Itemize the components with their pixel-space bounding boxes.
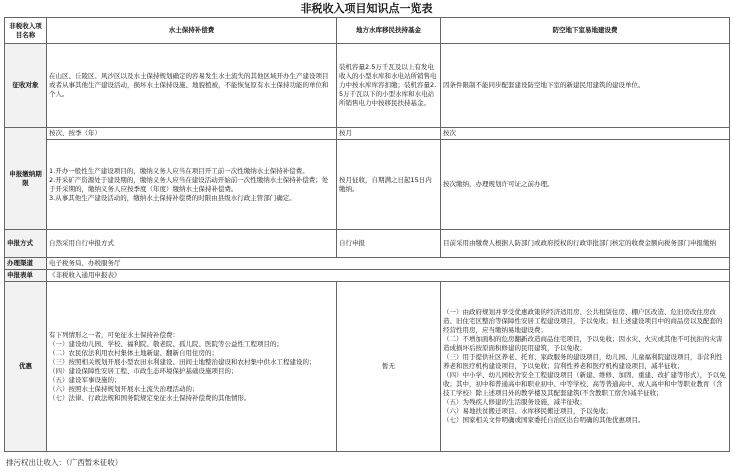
cell-collection-target-col3: 因条件限制不能同步配套建设防空地下室的新建民用建筑的建设单位。 [441,44,730,128]
preferential-line-3: （二）农民依法利用农村集体土地新建、翻新自用住房的； [49,348,218,357]
preferential-col3-line-1: （一）由政府规划并享受优惠政策的经济适用房、公共租赁住房、棚户区改造、危旧房改住房改造、旧住宅区整治等保障性安居工程建设项目，予以免收；但上述建设项目中的商品房以及配套的经营性用房，应当缴纳易地建设费； [443,308,723,334]
preferential-line-7: （六）按照水土保持规划开展水土流失治理活动的； [49,384,199,393]
declare-period-line-1: 1.开办一般性生产建设项目的，缴纳义务人应当在项目开工前一次性缴纳水土保持补偿费。 [49,166,309,175]
declare-period-line-3: 3.从事其他生产建设活动的，缴纳水土保持补偿费的时限由县级水行政主管部门确定。 [49,193,296,202]
preferential-line-2: （一）建设幼儿园、学校、福利院、敬老院、孤儿院、医院等公益性工程项目的； [49,339,283,348]
preferential-line-1: 有下列情形之一者，可免征水土保持补偿费： [49,330,179,339]
cell-channel: 电子税务局、办税服务厅 [47,258,730,270]
preferential-line-8: （七）法律、行政法规和国务院规定免征水土保持补偿费的其他情形。 [49,393,251,402]
preferential-col3-line-2: （二）不增加面积的危房翻新改造商品住宅项目，予以免收；因水灾、火灾或其他不可抗拒的灾害造成损坏后按原面积修建的民用建筑，予以免收； [443,335,723,352]
header-col1: 水土保持补偿费 [47,18,337,44]
preferential-line-5: （四）建设保障性安居工程、市政生态环境保护基础设施项目的； [49,366,238,375]
row-declare-period-top [5,128,730,140]
cell-declare-period-col2-top: 按月 [337,128,441,140]
preferential-col3-line-6: （六）易地扶贫搬迁项目、水库移民搬迁项目，予以免收； [443,407,612,415]
cell-declare-period-col3-top: 按次 [441,128,730,140]
cell-preferential-col1 [47,282,337,452]
row-label-collection-target: 征收对象 [5,44,47,128]
row-label-declare-method: 申报方式 [5,230,47,258]
cell-collection-target-col1: 在山区、丘陵区、风沙区以及水土保持规划确定的容易发生水土流失的其他区域开办生产建设项目或者从事其他生产建设活动，损坏水土保持设施、地貌植被，不能恢复原有水土保持功能的单位和个人。 [47,44,337,128]
cell-preferential-col2: 暂无 [337,282,441,452]
preferential-line-6: （五）建设军事设施的； [49,375,121,384]
row-declare-method [5,230,730,258]
preferential-col3-line-4: （四）中小学、幼儿园校舍安全工程建设项目（新建、维修、加固、重建、改扩建等形式），予以免收；其中，初中和普通高中和职业初中、中等学校、高等普通高中、成人高中和中等职业教育（含技工学校）除上述项目外的教学楼及其配套建筑(不含教职工宿舍)减半征收； [443,371,726,397]
knowledge-table [4,17,730,452]
preferential-col3-line-3: （三）用于提供社区养老、托育、家政服务的建设项目，幼儿园、儿童福利院建设项目，非营利性养老和医疗机构建设项目，予以免收；营利性养老和医疗机构建设项目，减半征收； [443,353,723,370]
cell-declare-period-col1-top: 按次、按季（年） [47,128,337,140]
cell-declare-method-col3: 目前采用由缴费人根据人防部门或政府授权的行政审批部门核定的收费金额向税务部门申报缴纳 [441,230,730,258]
row-preferential [5,282,730,452]
footer-note: 排污权出让收入：（广西暂未征收） [6,458,123,467]
row-collection-target [5,44,730,128]
row-label-declare-period: 申报缴纳期限 [5,128,47,230]
cell-declare-method-col1: 自然采用自行申报方式 [47,230,337,258]
header-col2: 地方水库移民扶持基金 [337,18,441,44]
cell-declare-method-col2: 自行申报 [337,230,441,258]
cell-declare-period-col3: 按次缴纳，办理规划许可证之前办理。 [441,140,730,230]
cell-collection-target-col2: 装机容量2.5万千瓦及以上有发电收入的小型水库和水电站所销售电力中按水库库容扣缴；装机容量2.5万千瓦以下的小型水库和水电站所销售电力中按移民扶持基金。 [337,44,441,128]
row-label-preferential: 优惠 [5,282,47,452]
declare-period-line-2: 2.开采矿产资源处于建设期的，缴纳义务人应当在建设活动开始前一次性缴纳水土保持补偿费；处于开采期的，缴纳义务人应按季度（年度）缴纳水土保持补偿费。 [49,175,329,193]
header-row [5,18,730,44]
page-title: 非税收入项目知识点一览表 [300,2,433,15]
row-form [5,270,730,282]
row-declare-period-body [5,140,730,230]
row-label-channel: 办理渠道 [5,258,47,270]
header-col3: 防空地下室易地建设费 [441,18,730,44]
cell-declare-period-col2: 按月征收，自期满之日起15日内缴纳。 [337,140,441,230]
header-item-name: 非税收入项目名称 [5,18,47,44]
cell-declare-period-col1 [47,140,337,230]
preferential-line-4: （三）按照相关规划开展小型农田水利建设、田间土地整治建设和农村集中供水工程建设的； [49,357,316,366]
cell-preferential-col3 [441,282,730,452]
preferential-col3-line-7: （七）国家相关文件明确或国家委托自治区出台明确的其他优惠项目。 [443,416,645,424]
cell-form: 《非税收入通用申报表》 [47,270,730,282]
preferential-col3-line-5: （五）为残疾人修建的生活服务设施，减半征收； [443,398,586,406]
row-channel [5,258,730,270]
row-label-form: 申报表单 [5,270,47,282]
